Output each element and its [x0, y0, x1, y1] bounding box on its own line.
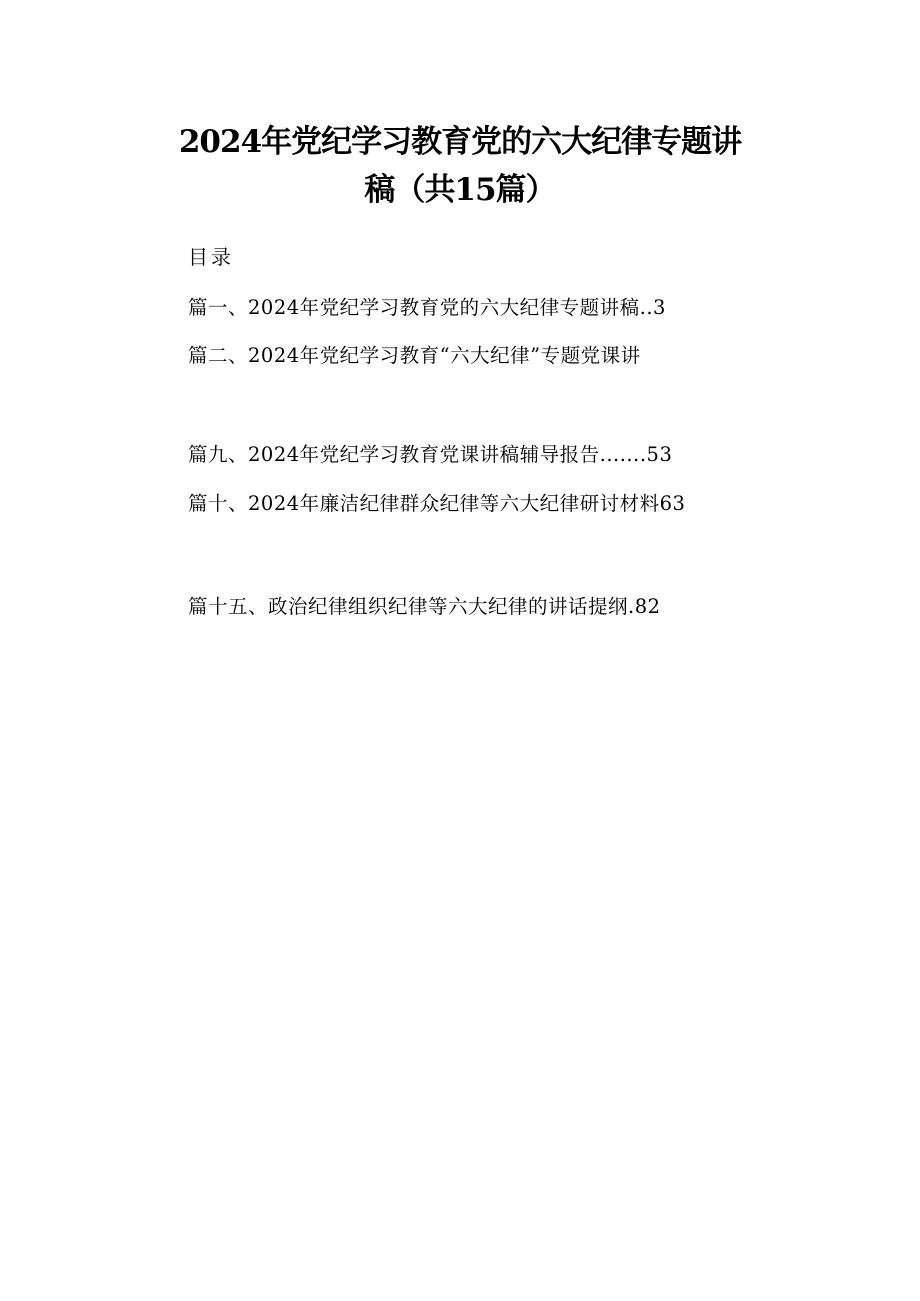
document-title — [140, 118, 780, 214]
title-line-1: 2024年党纪学习教育党的六大纪律专题讲 — [178, 124, 742, 160]
toc-entry-text: 2024年党纪学习教育党的六大纪律专题讲稿..3 — [248, 296, 666, 319]
toc-entry-4[interactable] — [188, 489, 685, 519]
toc-entry-label: 篇一、 — [188, 296, 249, 319]
toc-entry-label: 篇十、 — [188, 492, 249, 515]
toc-entry-text: 2024年廉洁纪律群众纪律等六大纪律研讨材料63 — [248, 492, 686, 515]
title-line-2: 稿（共15篇） — [364, 172, 556, 208]
toc-entry-label: 篇十五、 — [188, 595, 269, 618]
toc-entry-5[interactable] — [188, 592, 661, 622]
toc-entry-label: 篇二、 — [188, 344, 249, 367]
toc-entry-text: 政治纪律组织纪律等六大纪律的讲话提纲.82 — [268, 595, 661, 618]
toc-heading: 目录 — [188, 245, 234, 269]
toc-entry-text: 2024年党纪学习教育“六大纪律”专题党课讲 — [248, 344, 641, 367]
toc-entry-text: 2024年党纪学习教育党课讲稿辅导报告.......53 — [248, 443, 673, 466]
toc-entry-2[interactable] — [188, 341, 641, 371]
toc-entry-label: 篇九、 — [188, 443, 249, 466]
toc-entry-1[interactable] — [188, 293, 666, 323]
toc-entry-3[interactable] — [188, 440, 672, 470]
